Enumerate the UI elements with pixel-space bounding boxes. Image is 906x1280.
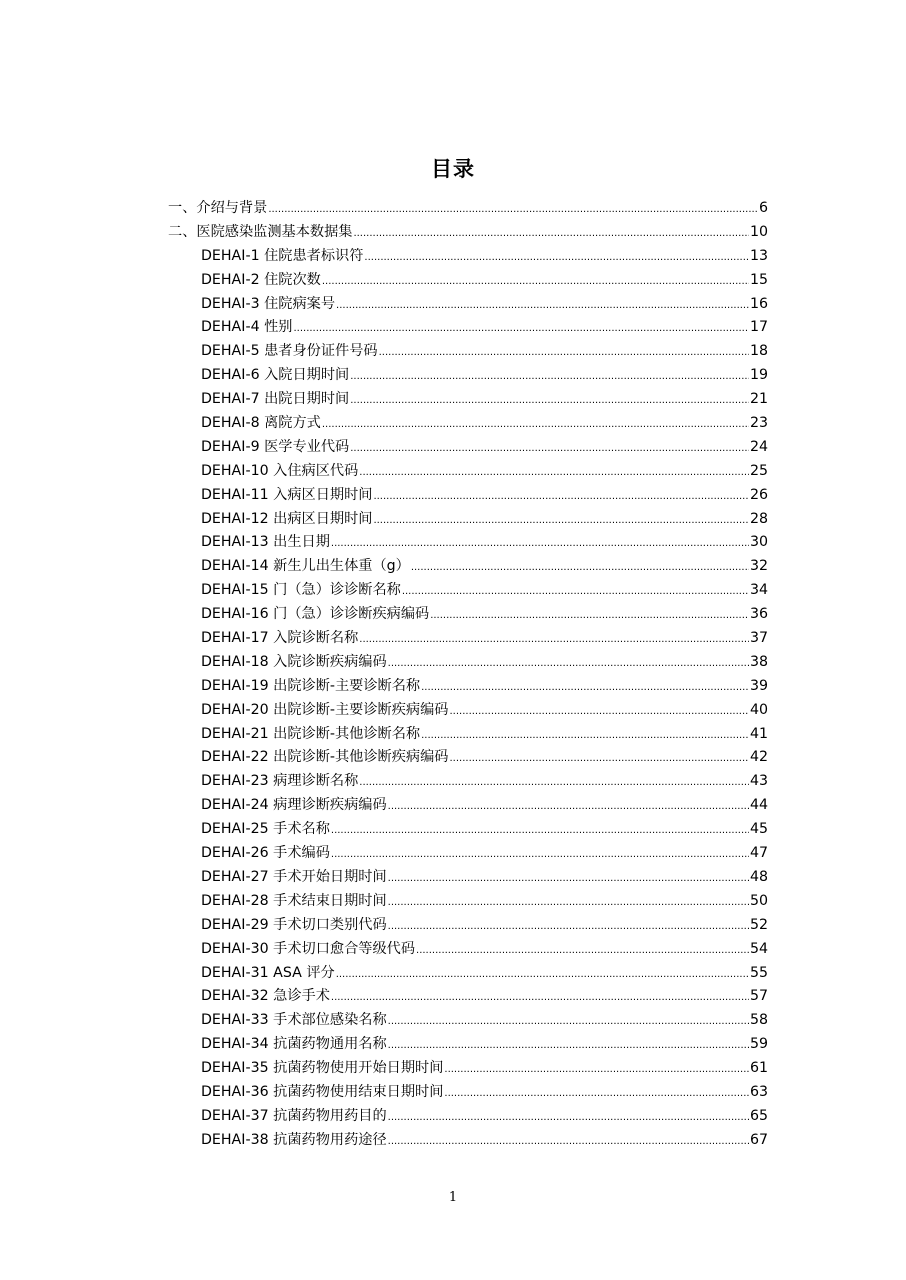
toc-entry-page: 13 [749, 247, 768, 264]
toc-entry[interactable] [168, 221, 768, 245]
toc-entry-page: 61 [749, 1060, 768, 1077]
toc-entry-label: DEHAI-10 入住病区代码 [201, 462, 359, 479]
toc-entry[interactable] [168, 651, 768, 675]
toc-dot-leader [450, 700, 749, 724]
toc-entry-label: DEHAI-27 手术开始日期时间 [201, 868, 387, 885]
toc-entry-label: DEHAI-33 手术部位感染名称 [201, 1012, 387, 1029]
toc-dot-leader [373, 509, 748, 533]
toc-entry[interactable] [168, 603, 768, 627]
toc-entry-page: 24 [749, 438, 768, 455]
toc-entry-label: DEHAI-30 手术切口愈合等级代码 [201, 940, 416, 957]
toc-dot-leader [359, 771, 749, 795]
toc-entry-label: 一、介绍与背景 [168, 200, 268, 216]
toc-entry[interactable] [168, 842, 768, 866]
toc-entry[interactable] [168, 627, 768, 651]
toc-entry-page: 44 [749, 797, 768, 814]
toc-entry[interactable] [168, 1129, 768, 1153]
toc-entry[interactable] [168, 914, 768, 938]
toc-entry-page: 59 [749, 1036, 768, 1053]
toc-entry-label: DEHAI-17 入院诊断名称 [201, 630, 359, 647]
toc-entry-page: 55 [749, 964, 768, 981]
toc-dot-leader [350, 365, 749, 389]
toc-entry-label: DEHAI-4 性别 [201, 319, 293, 336]
toc-entry[interactable] [168, 293, 768, 317]
toc-entry-page: 30 [749, 534, 768, 551]
toc-entry[interactable] [168, 866, 768, 890]
toc-dot-leader [444, 1082, 749, 1106]
toc-entry-label: 二、医院感染监测基本数据集 [168, 223, 353, 240]
toc-entry-page: 21 [749, 391, 768, 408]
toc-entry-page: 48 [749, 868, 768, 885]
toc-entry-page: 25 [749, 462, 768, 479]
toc-entry-page: 38 [749, 653, 768, 670]
toc-entry-page: 17 [749, 319, 768, 336]
toc-entry-label: DEHAI-37 抗菌药物用药目的 [201, 1107, 387, 1124]
toc-dot-leader [416, 939, 749, 963]
toc-entry-label: DEHAI-34 抗菌药物通用名称 [201, 1036, 387, 1053]
toc-entry-label: DEHAI-21 出院诊断-其他诊断名称 [201, 725, 421, 742]
toc-entry-label: DEHAI-19 出院诊断-主要诊断名称 [201, 677, 421, 694]
toc-entry-label: DEHAI-20 出院诊断-主要诊断疾病编码 [201, 701, 449, 718]
toc-dot-leader [388, 1106, 749, 1130]
toc-dot-leader [411, 556, 749, 580]
toc-entry-label: DEHAI-11 入病区日期时间 [201, 486, 373, 503]
toc-entry-label: DEHAI-13 出生日期 [201, 534, 330, 551]
toc-entry[interactable] [168, 364, 768, 388]
toc-entry-label: DEHAI-7 出院日期时间 [201, 391, 350, 408]
toc-entry[interactable] [168, 675, 768, 699]
toc-entry-page: 34 [749, 582, 768, 599]
toc-dot-leader [350, 389, 749, 413]
toc-entry-label: DEHAI-23 病理诊断名称 [201, 773, 359, 790]
toc-dot-leader [331, 986, 749, 1010]
toc-entry-page: 45 [749, 821, 768, 838]
toc-entry[interactable] [168, 962, 768, 986]
toc-entry[interactable] [168, 555, 768, 579]
toc-entry-label: DEHAI-38 抗菌药物用药途径 [201, 1131, 387, 1148]
toc-entry[interactable] [168, 746, 768, 770]
toc-entry[interactable] [168, 770, 768, 794]
toc-entry[interactable] [168, 818, 768, 842]
toc-entry-page: 28 [749, 510, 768, 527]
toc-entry-page: 26 [749, 486, 768, 503]
toc-entry-page: 43 [749, 773, 768, 790]
toc-dot-leader [331, 532, 749, 556]
toc-entry[interactable] [168, 340, 768, 364]
toc-dot-leader [373, 485, 748, 509]
toc-entry-page: 41 [749, 725, 768, 742]
toc-entry-label: DEHAI-12 出病区日期时间 [201, 510, 373, 527]
toc-entry-page: 23 [749, 415, 768, 432]
toc-entry-page: 58 [749, 1012, 768, 1029]
toc-entry[interactable] [168, 699, 768, 723]
toc-entry[interactable] [168, 508, 768, 532]
toc-entry-label: DEHAI-25 手术名称 [201, 821, 330, 838]
toc-entry-page: 54 [749, 940, 768, 957]
toc-entry-page: 10 [749, 223, 768, 240]
toc-dot-leader [364, 246, 749, 270]
toc-entry-page: 57 [749, 988, 768, 1005]
toc-entry[interactable] [168, 579, 768, 603]
toc-dot-leader [353, 222, 748, 246]
toc-entry-page: 67 [749, 1131, 768, 1148]
toc-dot-leader [331, 819, 749, 843]
toc-entry[interactable] [168, 1105, 768, 1129]
toc-entry-page: 47 [749, 845, 768, 862]
toc-dot-leader [450, 747, 749, 771]
toc-entry[interactable] [168, 985, 768, 1009]
page-title: 目录 [431, 157, 475, 182]
toc-entry-label: DEHAI-26 手术编码 [201, 845, 330, 862]
toc-dot-leader [331, 843, 749, 867]
toc-entry-label: DEHAI-32 急诊手术 [201, 988, 330, 1005]
toc-entry-page: 63 [749, 1083, 768, 1100]
toc-entry-label: DEHAI-36 抗菌药物使用结束日期时间 [201, 1083, 444, 1100]
toc-entry[interactable] [168, 388, 768, 412]
toc-entry[interactable] [168, 245, 768, 269]
toc-entry-label: DEHAI-28 手术结束日期时间 [201, 892, 387, 909]
toc-entry-page: 50 [749, 892, 768, 909]
toc-dot-leader [421, 724, 749, 748]
toc-dot-leader [388, 795, 749, 819]
toc-entry-label: DEHAI-35 抗菌药物使用开始日期时间 [201, 1060, 444, 1077]
toc-dot-leader [388, 891, 749, 915]
toc-entry[interactable] [168, 531, 768, 555]
toc-entry-page: 15 [749, 271, 768, 288]
toc-dot-leader [388, 915, 749, 939]
toc-dot-leader [388, 1130, 749, 1154]
toc-entry[interactable] [168, 197, 768, 221]
table-of-contents [168, 197, 768, 1153]
toc-entry-label: DEHAI-24 病理诊断疾病编码 [201, 797, 387, 814]
toc-entry-label: DEHAI-5 患者身份证件号码 [201, 343, 378, 360]
toc-entry-page: 6 [758, 200, 768, 216]
toc-entry-page: 42 [749, 749, 768, 766]
toc-entry-page: 19 [749, 367, 768, 384]
toc-entry[interactable] [168, 460, 768, 484]
toc-entry-page: 16 [749, 295, 768, 312]
toc-dot-leader [359, 461, 749, 485]
toc-dot-leader [322, 270, 749, 294]
toc-dot-leader [430, 604, 749, 628]
toc-entry[interactable] [168, 269, 768, 293]
toc-dot-leader [379, 341, 749, 365]
toc-entry-page: 36 [749, 606, 768, 623]
toc-entry-label: DEHAI-22 出院诊断-其他诊断疾病编码 [201, 749, 449, 766]
toc-entry-label: DEHAI-9 医学专业代码 [201, 438, 350, 455]
toc-entry-page: 65 [749, 1107, 768, 1124]
toc-entry-page: 37 [749, 630, 768, 647]
toc-dot-leader [402, 580, 749, 604]
toc-entry-label: DEHAI-14 新生儿出生体重（g） [201, 558, 410, 575]
toc-entry-label: DEHAI-15 门（急）诊诊断名称 [201, 582, 401, 599]
page-number: 1 [448, 1190, 458, 1205]
toc-dot-leader [336, 294, 749, 318]
toc-dot-leader [388, 1010, 749, 1034]
toc-entry[interactable] [168, 316, 768, 340]
toc-entry-label: DEHAI-31 ASA 评分 [201, 964, 335, 981]
toc-entry-page: 39 [749, 677, 768, 694]
toc-entry-label: DEHAI-16 门（急）诊诊断疾病编码 [201, 606, 430, 623]
toc-entry[interactable] [168, 1081, 768, 1105]
toc-dot-leader [421, 676, 749, 700]
toc-entry-label: DEHAI-3 住院病案号 [201, 295, 336, 312]
toc-dot-leader [388, 867, 749, 891]
toc-entry-page: 18 [749, 343, 768, 360]
toc-dot-leader [336, 963, 749, 987]
toc-entry[interactable] [168, 890, 768, 914]
toc-dot-leader [322, 413, 749, 437]
toc-entry-label: DEHAI-29 手术切口类别代码 [201, 916, 387, 933]
toc-dot-leader [444, 1058, 749, 1082]
toc-entry-label: DEHAI-6 入院日期时间 [201, 367, 350, 384]
toc-dot-leader [293, 317, 748, 341]
toc-dot-leader [388, 652, 749, 676]
toc-entry[interactable] [168, 794, 768, 818]
toc-entry[interactable] [168, 1009, 768, 1033]
toc-entry[interactable] [168, 436, 768, 460]
toc-entry[interactable] [168, 723, 768, 747]
toc-entry[interactable] [168, 938, 768, 962]
toc-dot-leader [359, 628, 749, 652]
toc-entry[interactable] [168, 412, 768, 436]
toc-entry[interactable] [168, 484, 768, 508]
toc-entry[interactable] [168, 1033, 768, 1057]
toc-dot-leader [268, 198, 758, 222]
toc-entry-label: DEHAI-8 离院方式 [201, 415, 321, 432]
toc-entry[interactable] [168, 1057, 768, 1081]
toc-entry-page: 40 [749, 701, 768, 718]
toc-entry-label: DEHAI-1 住院患者标识符 [201, 247, 364, 264]
toc-dot-leader [350, 437, 749, 461]
toc-dot-leader [388, 1034, 749, 1058]
toc-entry-label: DEHAI-18 入院诊断疾病编码 [201, 653, 387, 670]
toc-entry-label: DEHAI-2 住院次数 [201, 271, 321, 288]
toc-entry-page: 32 [749, 558, 768, 575]
toc-entry-page: 52 [749, 916, 768, 933]
